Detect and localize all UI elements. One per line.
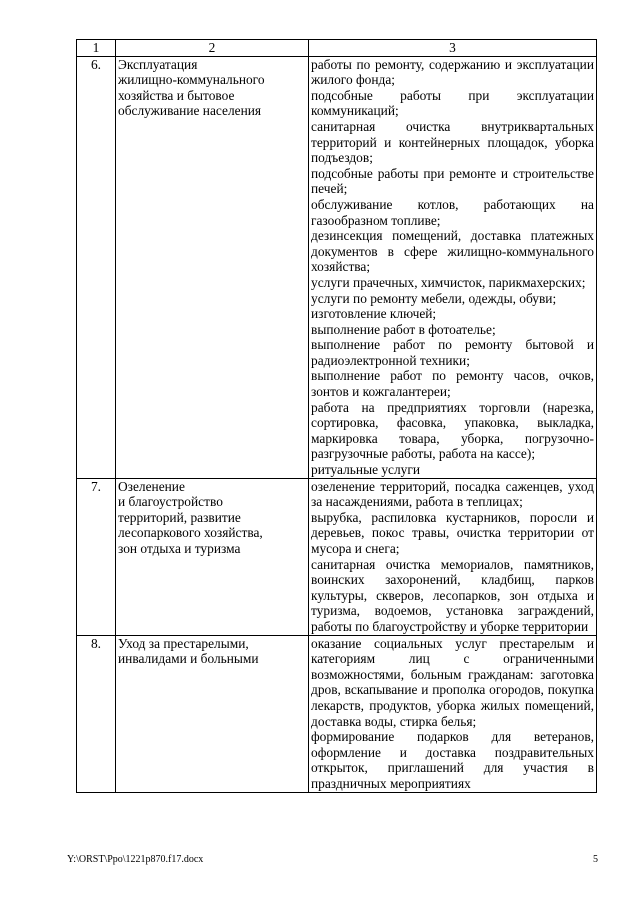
work-type-item: оказание социальных услуг престарелым и категориям лиц с ограниченными возможностями, больным гражданам: заготовка дров, вскапывание и прополка огородов, покупка лекарств, продуктов, уборка жилых помещений, доставка воды, стирка белья; xyxy=(311,635,594,729)
work-type-item: дезинсекция помещений, доставка платежных документов в сфере жилищно-коммунального хозяйства; xyxy=(311,228,594,275)
work-types xyxy=(309,56,597,478)
header-cell-1: 1 xyxy=(77,40,116,57)
activity-area-line: лесопаркового хозяйства, xyxy=(118,525,263,541)
work-types xyxy=(309,478,597,635)
work-type-item: формирование подарков для ветеранов, оформление и доставка поздравительных открыток, приглашений для участия в праздничных мероприятиях xyxy=(311,729,594,791)
work-types xyxy=(309,635,597,792)
table-row xyxy=(77,56,597,478)
header-cell-2: 2 xyxy=(116,40,309,57)
row-number: 7. xyxy=(77,478,116,635)
activity-area-line: зон отдыха и туризма xyxy=(118,541,241,556)
work-type-item: вырубка, распиловка кустарников, поросли и деревьев, покос травы, очистка территории от мусора и снега; xyxy=(311,509,594,556)
work-type-item: озеленение территорий, посадка саженцев, уход за насаждениями, работа в теплицах; xyxy=(311,478,594,510)
table-row xyxy=(77,635,597,792)
activity-area xyxy=(116,56,309,478)
work-type-item: выполнение работ по ремонту часов, очков, зонтов и кожгалантереи; xyxy=(311,368,594,400)
work-type-item: санитарная очистка мемориалов, памятников, воинских захоронений, кладбищ, парков культуры, скверов, лесопарков, зон отдыха и туризма, водоемов, установка заграждений, работы по благоустройству и уборке территории xyxy=(311,556,594,634)
work-type-item: работы по ремонту, содержанию и эксплуатации жилого фонда; xyxy=(311,56,594,88)
row-number: 6. xyxy=(77,56,116,478)
work-type-item: санитарная очистка внутриквартальных территорий и контейнерных площадок, уборка подъездов; xyxy=(311,118,594,166)
work-type-item: выполнение работ по ремонту бытовой и радиоэлектронной техники; xyxy=(311,337,594,368)
activity-area-line: территорий, развитие xyxy=(118,509,241,525)
work-type-item: подсобные работы при эксплуатации коммуникаций; xyxy=(311,87,594,119)
table-row xyxy=(77,478,597,635)
work-type-item: услуги по ремонту мебели, одежды, обуви; xyxy=(311,290,557,306)
header-cell-3: 3 xyxy=(309,40,597,57)
work-type-item: услуги прачечных, химчисток, парикмахерских; xyxy=(311,274,586,290)
row-number: 8. xyxy=(77,635,116,792)
work-type-item: обслуживание котлов, работающих на газообразном топливе; xyxy=(311,196,594,228)
work-type-item: ритуальные услуги xyxy=(311,462,421,478)
footer-page-number: 5 xyxy=(593,854,598,865)
activity-area xyxy=(116,635,309,792)
footer-file-path: Y:\ORST\Ppo\1221p870.f17.docx xyxy=(67,854,204,865)
work-type-item: изготовление ключей; xyxy=(311,306,437,322)
activity-area-line: Эксплуатация xyxy=(118,56,198,72)
work-type-item: подсобные работы при ремонте и строительстве печей; xyxy=(311,165,594,197)
activities-table xyxy=(76,39,597,793)
activity-area-line: инвалидами и больными xyxy=(118,651,259,667)
activity-area-line: обслуживание населения xyxy=(118,103,262,119)
activity-area-line: Озеленение xyxy=(118,478,185,494)
activity-area xyxy=(116,478,309,635)
activity-area-line: и благоустройство xyxy=(118,494,223,510)
work-type-item: выполнение работ в фотоателье; xyxy=(311,321,496,337)
work-type-item: работа на предприятиях торговли (нарезка, сортировка, фасовка, упаковка, выкладка, маркировка товара, уборка, погрузочно-разгрузочные работы, работа на кассе); xyxy=(311,399,594,462)
activity-area-line: хозяйства и бытовое xyxy=(118,87,235,103)
activity-area-line: Уход за престарелыми, xyxy=(118,635,249,651)
activity-area-line: жилищно-коммунального xyxy=(118,72,265,88)
table-header-row xyxy=(77,40,597,57)
